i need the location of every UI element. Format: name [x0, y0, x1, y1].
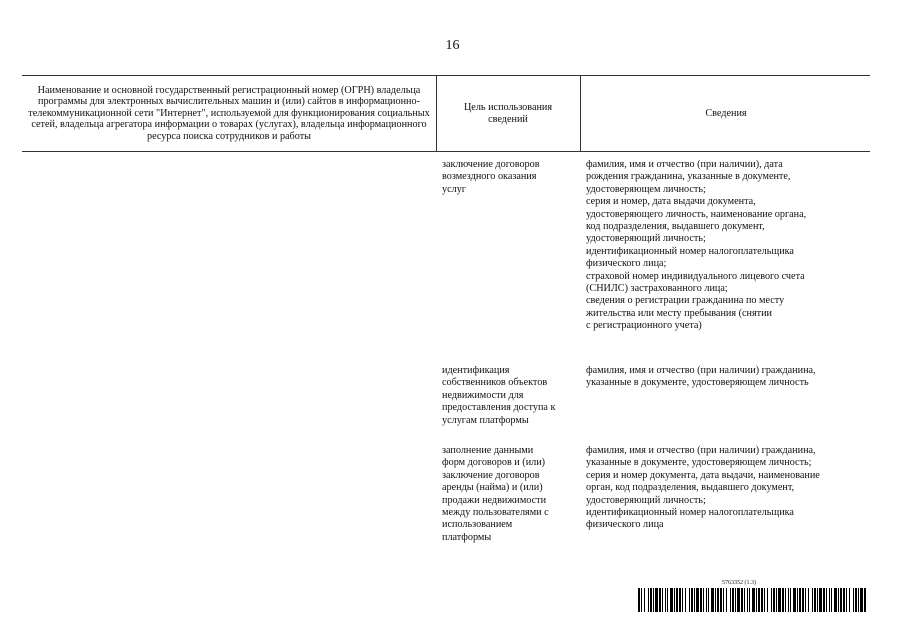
table-header-bottom-rule [22, 151, 870, 152]
header-details: Сведения [705, 107, 747, 119]
row-2-details: фамилия, имя и отчество (при наличии) гражданина, указанные в документе, удостоверяющем личность [586, 365, 816, 389]
barcode-icon [638, 588, 866, 612]
header-owner-name: Наименование и основной государственный регистрационный номер (ОГРН) владельца программы для электронных вычислительных машин и (или) сайтов в информационно-телекоммуникационной сети "Интернет", используемой для функционирования социальных сетей, владельца агрегатора информации о товарах (услугах), владельца информационного ресурса поиска сотрудников и работы [28, 84, 430, 142]
row-1-details: фамилия, имя и отчество (при наличии), дата рождения гражданина, указанные в документе, удостоверяющем личность; серия и номер, дата выдачи документа, удостоверяющего личность, наименование органа, код подразделения, выдавшего документ, удостоверяющий личность; идентификационный номер налогоплательщика физического лица; страховой номер индивидуального лицевого счета (СНИЛС) застрахованного лица; сведения о регистрации гражданина по месту жительства или месту пребывания (снятии с регистрационного учета) [586, 159, 807, 332]
barcode-number: 5763352 (1.3) [722, 580, 756, 586]
header-purpose: Цель использования сведений [463, 102, 553, 125]
row-3-purpose: заполнение данными форм договоров и (или) заключение договоров аренды (найма) и (или) продажи недвижимости между пользователями с использованием платформы [442, 445, 549, 543]
column-divider-1 [436, 75, 437, 151]
page-number: 16 [445, 38, 460, 53]
row-1-purpose: заключение договоров возмездного оказания услуг [442, 159, 540, 195]
column-divider-2 [580, 75, 581, 151]
row-3-details: фамилия, имя и отчество (при наличии) гражданина, указанные в документе, удостоверяющем личность; серия и номер документа, дата выдачи, наименование орган, код подразделения, выдавшего документ, удостоверяющий личность; идентификационный номер налогоплательщика физического лица [586, 445, 820, 531]
row-2-purpose: идентификация собственников объектов недвижимости для предоставления доступа к услугам платформы [442, 365, 556, 426]
